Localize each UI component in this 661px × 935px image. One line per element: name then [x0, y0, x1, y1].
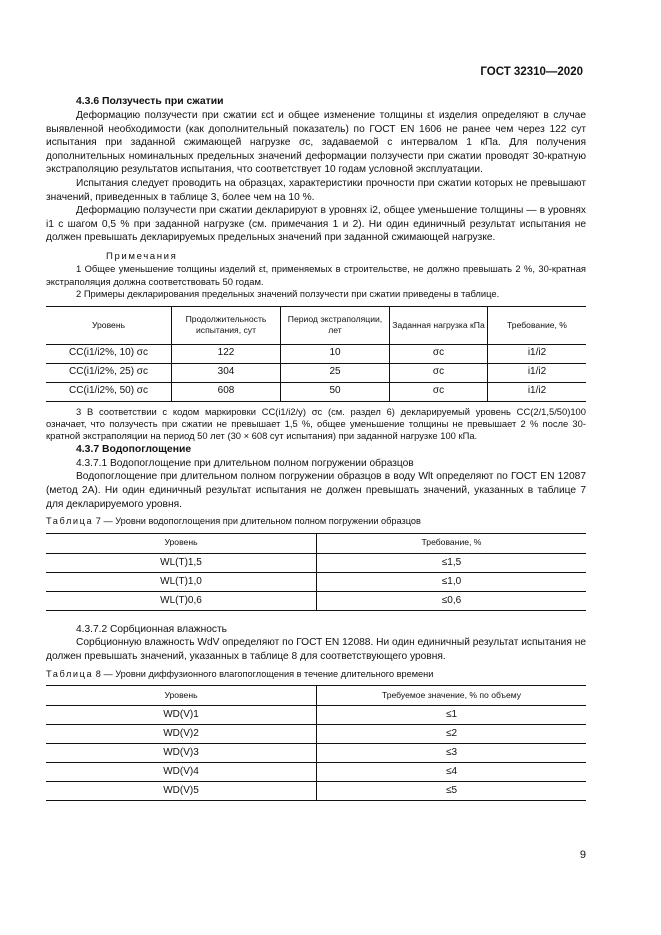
- col-duration: Продолжительность испытания, сут: [172, 306, 281, 344]
- cell-level: WL(T)1,5: [46, 553, 317, 572]
- cell-requirement: ≤1,5: [317, 553, 587, 572]
- table-row: [46, 763, 586, 782]
- page-number: 9: [579, 849, 586, 861]
- cell-value: ≤2: [317, 725, 587, 744]
- table-row: [46, 706, 586, 725]
- table-row: [46, 572, 586, 591]
- table-header-row: [46, 306, 586, 344]
- cell-level: WD(V)5: [46, 782, 317, 801]
- col-period: Период экстраполяции, лет: [281, 306, 390, 344]
- cell-value: ≤3: [317, 744, 587, 763]
- cell-load: σc: [390, 363, 488, 382]
- cell-level: WD(V)1: [46, 706, 317, 725]
- cell-level: CC(i1/i2%, 50) σc: [46, 382, 172, 401]
- cell-duration: 304: [172, 363, 281, 382]
- creep-paragraph-1: Деформацию ползучести при сжатии εct и общее изменение толщины εt изделия определяют в случае выявленной необходимости (как дополнительный показатель) по ГОСТ EN 1606 не ранее чем через 122 сут испытания при заданной сжимающей нагрузке σc, задаваемой с интервалом 1 кПа. Для получения дополнительных номинальных предельных значений деформации ползучести при сжатии проводят 30-кратную экстраполяцию результатов испытания, что соответствует 10 годам условной эксплуатации.: [46, 110, 586, 176]
- cell-period: 25: [281, 363, 390, 382]
- table-row: [46, 744, 586, 763]
- table-row: [46, 782, 586, 801]
- note-3: 3 В соответствии с кодом маркировки CC(i1/i2/y) σc (см. раздел 6) декларируемый уровень CC(2/1,5/50)100 означает, что ползучесть при сжатии не превышает 1,5 %, общее уменьшение толщины не превышает 2 % после 30-кратной экстраполяции на период 50 лет (30 × 608 сут испытания) при заданной нагрузке 100 кПа.: [46, 405, 586, 442]
- table-row: [46, 591, 586, 610]
- cell-requirement: i1/i2: [488, 382, 587, 401]
- cell-requirement: i1/i2: [488, 363, 587, 382]
- notes-block: [46, 251, 586, 443]
- col-level: Уровень: [46, 686, 317, 706]
- cell-value: ≤5: [317, 782, 587, 801]
- subsection-4-3-7-2: 4.3.7.2 Сорбционная влажность: [76, 623, 227, 635]
- cell-value: ≤4: [317, 763, 587, 782]
- col-level: Уровень: [46, 306, 172, 344]
- cell-value: ≤1: [317, 706, 587, 725]
- table-row: [46, 363, 586, 382]
- table-row: [46, 382, 586, 401]
- sorption-paragraph: Сорбционную влажность WdV определяют по ГОСТ EN 12088. Ни один единичный результат испытания не должен превышать значений, указанных в таблице 8 для соответствующего уровня.: [46, 637, 586, 662]
- cell-requirement: ≤0,6: [317, 591, 587, 610]
- cell-requirement: ≤1,0: [317, 572, 587, 591]
- page-content: [46, 95, 586, 801]
- cell-load: σc: [390, 344, 488, 363]
- cell-level: WL(T)0,6: [46, 591, 317, 610]
- subsection-4-3-7-1: 4.3.7.1 Водопоглощение при длительном полном погружении образцов: [76, 457, 414, 469]
- col-requirement: Требование, %: [488, 306, 587, 344]
- table-row: [46, 725, 586, 744]
- cell-period: 10: [281, 344, 390, 363]
- col-level: Уровень: [46, 533, 317, 553]
- cell-level: CC(i1/i2%, 25) σc: [46, 363, 172, 382]
- col-required-value: Требуемое значение, % по объему: [317, 686, 587, 706]
- standard-header: ГОСТ 32310—2020: [480, 66, 583, 78]
- table-8-caption: Таблица 8 — Уровни диффузионного влагопоглощения в течение длительного времени: [46, 668, 434, 679]
- notes-title: Примечания: [106, 250, 178, 262]
- cell-load: σc: [390, 382, 488, 401]
- water-absorption-paragraph: Водопоглощение при длительном полном погружении образцов в воду Wlt определяют по ГОСТ EN 12087 (метод 2А). Ни один единичный результат испытания не должен превышать значений, указанных в таблице 7 для декларируемого уровня.: [46, 471, 586, 510]
- table-row: [46, 344, 586, 363]
- table-row: [46, 553, 586, 572]
- table-header-row: [46, 686, 586, 706]
- table-8: [46, 685, 586, 801]
- note-2: 2 Примеры декларирования предельных значений ползучести при сжатии приведены в таблице.: [76, 288, 500, 300]
- cell-duration: 608: [172, 382, 281, 401]
- cell-level: WD(V)3: [46, 744, 317, 763]
- cell-duration: 122: [172, 344, 281, 363]
- creep-examples-table: [46, 306, 586, 402]
- cell-level: WD(V)2: [46, 725, 317, 744]
- note-1: 1 Общее уменьшение толщины изделий εt, применяемых в строительстве, не должно превышать 2 %, 30-кратная экстраполяция должна соответствовать 50 годам.: [46, 263, 586, 287]
- cell-level: CC(i1/i2%, 10) σc: [46, 344, 172, 363]
- cell-level: WD(V)4: [46, 763, 317, 782]
- cell-requirement: i1/i2: [488, 344, 587, 363]
- section-4-3-7-heading: 4.3.7 Водопоглощение: [76, 443, 192, 455]
- cell-period: 50: [281, 382, 390, 401]
- creep-paragraph-2: Испытания следует проводить на образцах, характеристики прочности при сжатии которых не превышают значений, приведенных в таблице 3, более чем на 10 %.: [46, 177, 586, 203]
- section-4-3-6-heading: 4.3.6 Ползучесть при сжатии: [76, 96, 224, 107]
- col-load: Заданная нагрузка кПа: [390, 306, 488, 344]
- table-7-caption: Таблица 7 — Уровни водопоглощения при длительном полном погружении образцов: [46, 516, 421, 527]
- cell-level: WL(T)1,0: [46, 572, 317, 591]
- creep-paragraph-3: Деформацию ползучести при сжатии декларируют в уровнях i2, общее уменьшение толщины — в уровнях i1 с шагом 0,5 % при заданной нагрузке (см. примечания 1 и 2). Ни один единичный результат испытания не должен превышать декларируемых предельных значений при заданной сжимающей нагрузке.: [46, 205, 586, 244]
- col-requirement: Требование, %: [317, 533, 587, 553]
- table-7: [46, 533, 586, 611]
- table-header-row: [46, 533, 586, 553]
